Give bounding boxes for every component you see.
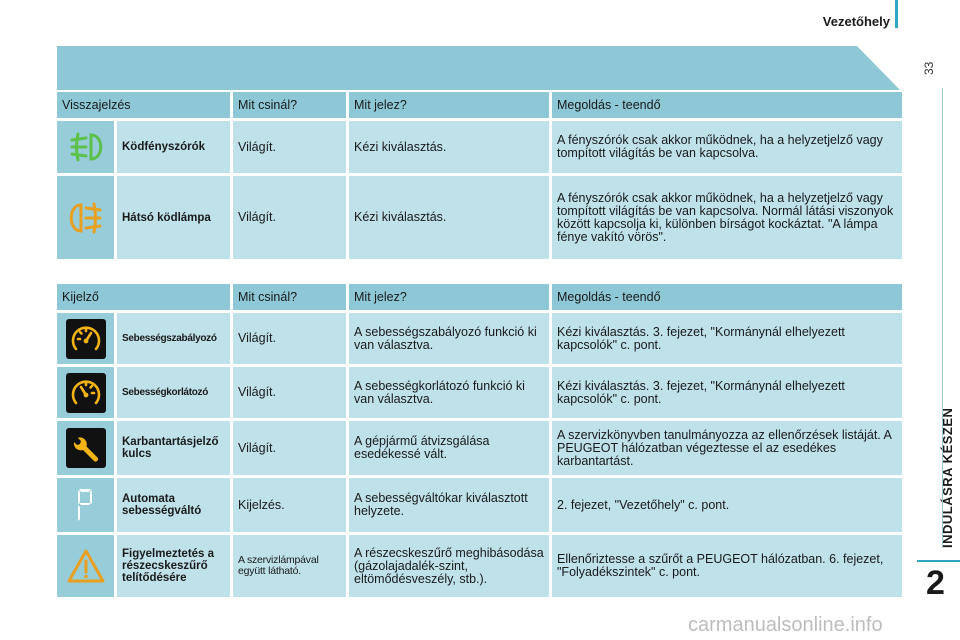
indicator-name: Figyelmeztetés a részecskeszűrő telítődésére — [117, 535, 230, 597]
table-row — [57, 421, 903, 475]
header-cell: Mit csinál? — [233, 284, 346, 310]
header-cell: Mit jelez? — [349, 92, 549, 118]
means-cell: A gépjármű átvizsgálása esedékessé vált. — [349, 421, 549, 475]
table-header-row — [57, 92, 903, 118]
what-cell: Világít. — [233, 121, 346, 173]
indicator-name: Hátsó ködlámpa — [117, 176, 230, 259]
icon-cell — [57, 121, 114, 173]
icon-cell — [57, 176, 114, 259]
table-banner — [57, 46, 900, 90]
action-cell: A fényszórók csak akkor működnek, ha a helyzetjelző vagy tompított világítás be van kapcsolva. Normál látási viszonyok között kapcsolja ki, különben bírságot kockáztat. "A lámpa fénye vakító vörös". — [552, 176, 902, 259]
what-cell: Világít. — [233, 421, 346, 475]
what-cell: Világít. — [233, 176, 346, 259]
gear-p-icon — [71, 485, 101, 525]
means-cell: A sebességszabályozó funkció ki van választva. — [349, 313, 549, 364]
chapter-number: 2 — [926, 564, 945, 602]
means-cell: Kézi kiválasztás. — [349, 121, 549, 173]
icon-cell — [57, 367, 114, 418]
means-cell: Kézi kiválasztás. — [349, 176, 549, 259]
indicator-table-1 — [57, 92, 903, 262]
action-cell: A szervizkönyvben tanulmányozza az ellenőrzések listáját. A PEUGEOT hálózatban végeztesse el az esedékes karbantartást. — [552, 421, 902, 475]
table-row — [57, 313, 903, 364]
rear-fog-light-icon — [64, 199, 108, 237]
watermark: carmanualsonline.info — [688, 614, 883, 636]
fog-light-icon — [64, 129, 108, 165]
chapter-title: Vezetőhely — [822, 14, 890, 29]
indicator-name: Ködfényszórók — [117, 121, 230, 173]
title-accent-bar — [895, 0, 898, 28]
speed-limiter-icon — [66, 373, 106, 413]
header-cell: Megoldás - teendő — [552, 284, 902, 310]
what-cell: Világít. — [233, 367, 346, 418]
action-cell: Ellenőriztesse a szűrőt a PEUGEOT hálózatban. 6. fejezet, "Folyadékszintek" c. pont. — [552, 535, 902, 597]
indicator-name: Sebességszabályozó — [117, 313, 230, 364]
wrench-icon — [66, 428, 106, 468]
means-cell: A sebességváltókar kiválasztott helyzete. — [349, 478, 549, 532]
table-row — [57, 121, 903, 173]
header-cell: Kijelző — [57, 284, 230, 310]
warning-triangle-icon — [66, 548, 106, 584]
what-cell: Világít. — [233, 313, 346, 364]
table-row — [57, 478, 903, 532]
page-number: 33 — [922, 61, 936, 75]
action-cell: A fényszórók csak akkor működnek, ha a helyzetjelző vagy tompított világítás be van kapcsolva. — [552, 121, 902, 173]
header-cell: Visszajelzés — [57, 92, 230, 118]
icon-cell — [57, 478, 114, 532]
table-row — [57, 176, 903, 259]
header-cell: Megoldás - teendő — [552, 92, 902, 118]
table-row — [57, 535, 903, 597]
icon-cell — [57, 535, 114, 597]
table-row — [57, 367, 903, 418]
indicator-table-2 — [57, 284, 903, 600]
indicator-name: Sebességkorlátozó — [117, 367, 230, 418]
means-cell: A részecskeszűrő meghibásodása (gázolajadalék-szint, eltömődésveszély, stb.). — [349, 535, 549, 597]
header-cell: Mit csinál? — [233, 92, 346, 118]
icon-cell — [57, 421, 114, 475]
means-cell: A sebességkorlátozó funkció ki van választva. — [349, 367, 549, 418]
icon-cell — [57, 313, 114, 364]
action-cell: Kézi kiválasztás. 3. fejezet, "Kormánynál elhelyezett kapcsolók" c. pont. — [552, 367, 902, 418]
action-cell: 2. fejezet, "Vezetőhely" c. pont. — [552, 478, 902, 532]
indicator-name: Automata sebességváltó — [117, 478, 230, 532]
header-cell: Mit jelez? — [349, 284, 549, 310]
table-header-row — [57, 284, 903, 310]
what-cell: Kijelzés. — [233, 478, 346, 532]
speedometer-icon — [66, 319, 106, 359]
sidebar-section-label: INDULÁSRA KÉSZEN — [940, 407, 955, 548]
action-cell: Kézi kiválasztás. 3. fejezet, "Kormánynál elhelyezett kapcsolók" c. pont. — [552, 313, 902, 364]
what-cell: A szervizlámpával együtt látható. — [233, 535, 346, 597]
indicator-name: Karbantartásjelző kulcs — [117, 421, 230, 475]
